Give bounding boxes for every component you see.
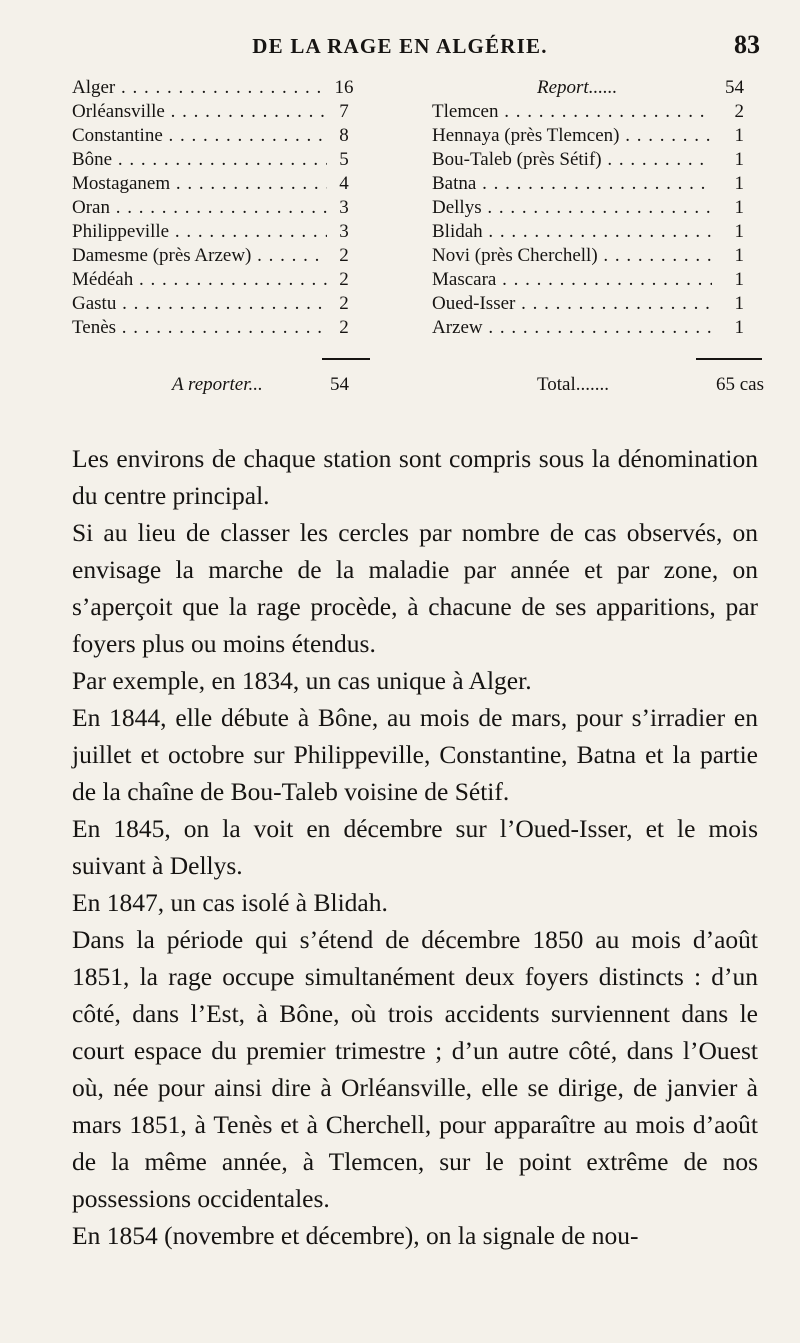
- case-count: 1: [734, 245, 744, 266]
- case-count: 7: [339, 101, 349, 122]
- paragraph: Dans la période qui s’étend de décembre 1850 au mois d’août 1851, la rage occupe simultanément deux foyers distincts : d’un côté, dans l’Est, à Bône, où trois accidents surviennent dans le court espace du premier trimestre ; d’un autre côté, dans l’Ouest où, née pour ainsi dire à Orléansville, elle se dirige, de janvier à mars 1851, à Tenès et à Cherchell, pour apparaître au mois d’août de la même année, à Tlemcen, sur le point extrême de nos possessions occidentales.: [72, 925, 758, 1213]
- station-name: Oued-Isser . . .: [432, 292, 712, 316]
- paragraph: En 1847, un cas isolé à Blidah.: [72, 888, 388, 917]
- station-name: Mascara . . .: [432, 268, 712, 292]
- station-name: Tlemcen . . .: [432, 100, 712, 124]
- carry-label: A reporter...: [172, 374, 263, 395]
- station-name: Mostaganem . . .: [72, 172, 327, 196]
- total-value: 65 cas: [715, 374, 764, 395]
- cases-table: [72, 76, 764, 396]
- report-label: Report......: [537, 77, 618, 98]
- case-count: 2: [339, 269, 349, 290]
- table-row: [72, 268, 764, 292]
- case-count: 2: [339, 245, 349, 266]
- paragraph: En 1844, elle débute à Bône, au mois de mars, pour s’irradier en juillet et octobre sur Philippeville, Constantine, Batna et la partie de la chaîne de Bou-Taleb voisine de Sétif.: [72, 703, 758, 806]
- sum-rule-right: [696, 358, 762, 360]
- body-text: [72, 440, 758, 1254]
- report-row: [72, 76, 764, 100]
- totals-row: [72, 372, 764, 398]
- station-name: Médéah . . .: [72, 268, 327, 292]
- case-count: 2: [339, 317, 349, 338]
- case-count: 3: [339, 221, 349, 242]
- station-name: Gastu . . .: [72, 292, 327, 316]
- case-count: 16: [334, 77, 354, 98]
- table-row: [72, 148, 764, 172]
- station-name: Constantine . . .: [72, 124, 327, 148]
- station-name: Novi (près Cherchell) . . .: [432, 244, 712, 268]
- case-count: 1: [734, 173, 744, 194]
- table-row: [72, 124, 764, 148]
- station-name: Philippeville . . .: [72, 220, 327, 244]
- paragraph: En 1845, on la voit en décembre sur l’Oued-Isser, et le mois suivant à Dellys.: [72, 814, 758, 880]
- table-row: [72, 100, 764, 124]
- paragraph: Si au lieu de classer les cercles par nombre de cas observés, on envisage la marche de la maladie par année et par zone, on s’aperçoit que la rage procède, à chacune de ses apparitions, par foyers plus ou moins étendus.: [72, 518, 758, 658]
- case-count: 1: [734, 221, 744, 242]
- station-name: Hennaya (près Tlemcen) . . .: [432, 124, 712, 148]
- paragraph: Par exemple, en 1834, un cas unique à Alger.: [72, 666, 532, 695]
- station-name: Bône . . .: [72, 148, 327, 172]
- case-count: 1: [734, 149, 744, 170]
- case-count: 5: [339, 149, 349, 170]
- station-name: Alger . . .: [72, 76, 327, 100]
- station-name: Blidah . . .: [432, 220, 712, 244]
- station-name: Oran . . .: [72, 196, 327, 220]
- running-title: DE LA RAGE EN ALGÉRIE.: [252, 34, 548, 58]
- table-row: [72, 220, 764, 244]
- table-row: [72, 172, 764, 196]
- case-count: 1: [734, 197, 744, 218]
- table-row: [72, 292, 764, 316]
- case-count: 4: [339, 173, 349, 194]
- station-name: Orléansville . . .: [72, 100, 327, 124]
- station-name: Tenès . . .: [72, 316, 327, 340]
- page-header: [0, 30, 800, 64]
- case-count: 8: [339, 125, 349, 146]
- table-row: [72, 244, 764, 268]
- sum-rule-left: [322, 358, 370, 360]
- case-count: 2: [734, 101, 744, 122]
- case-count: 3: [339, 197, 349, 218]
- case-count: 2: [339, 293, 349, 314]
- station-name: Arzew . . .: [432, 316, 712, 340]
- case-count: 1: [734, 293, 744, 314]
- station-name: Batna . . .: [432, 172, 712, 196]
- case-count: 1: [734, 317, 744, 338]
- paragraph: En 1854 (novembre et décembre), on la signale de nou-: [72, 1221, 639, 1250]
- total-label: Total.......: [537, 374, 610, 395]
- case-count: 1: [734, 269, 744, 290]
- station-name: Dellys . . .: [432, 196, 712, 220]
- paragraph: Les environs de chaque station sont compris sous la dénomination du centre principal.: [72, 444, 758, 510]
- carry-value: 54: [330, 374, 349, 395]
- page-number: 83: [734, 30, 760, 59]
- report-value: 54: [725, 77, 744, 98]
- case-count: 1: [734, 125, 744, 146]
- table-row: [72, 196, 764, 220]
- table-row: [72, 316, 764, 340]
- station-name: Bou-Taleb (près Sétif) . . .: [432, 148, 712, 172]
- station-name: Damesme (près Arzew) . . .: [72, 244, 327, 268]
